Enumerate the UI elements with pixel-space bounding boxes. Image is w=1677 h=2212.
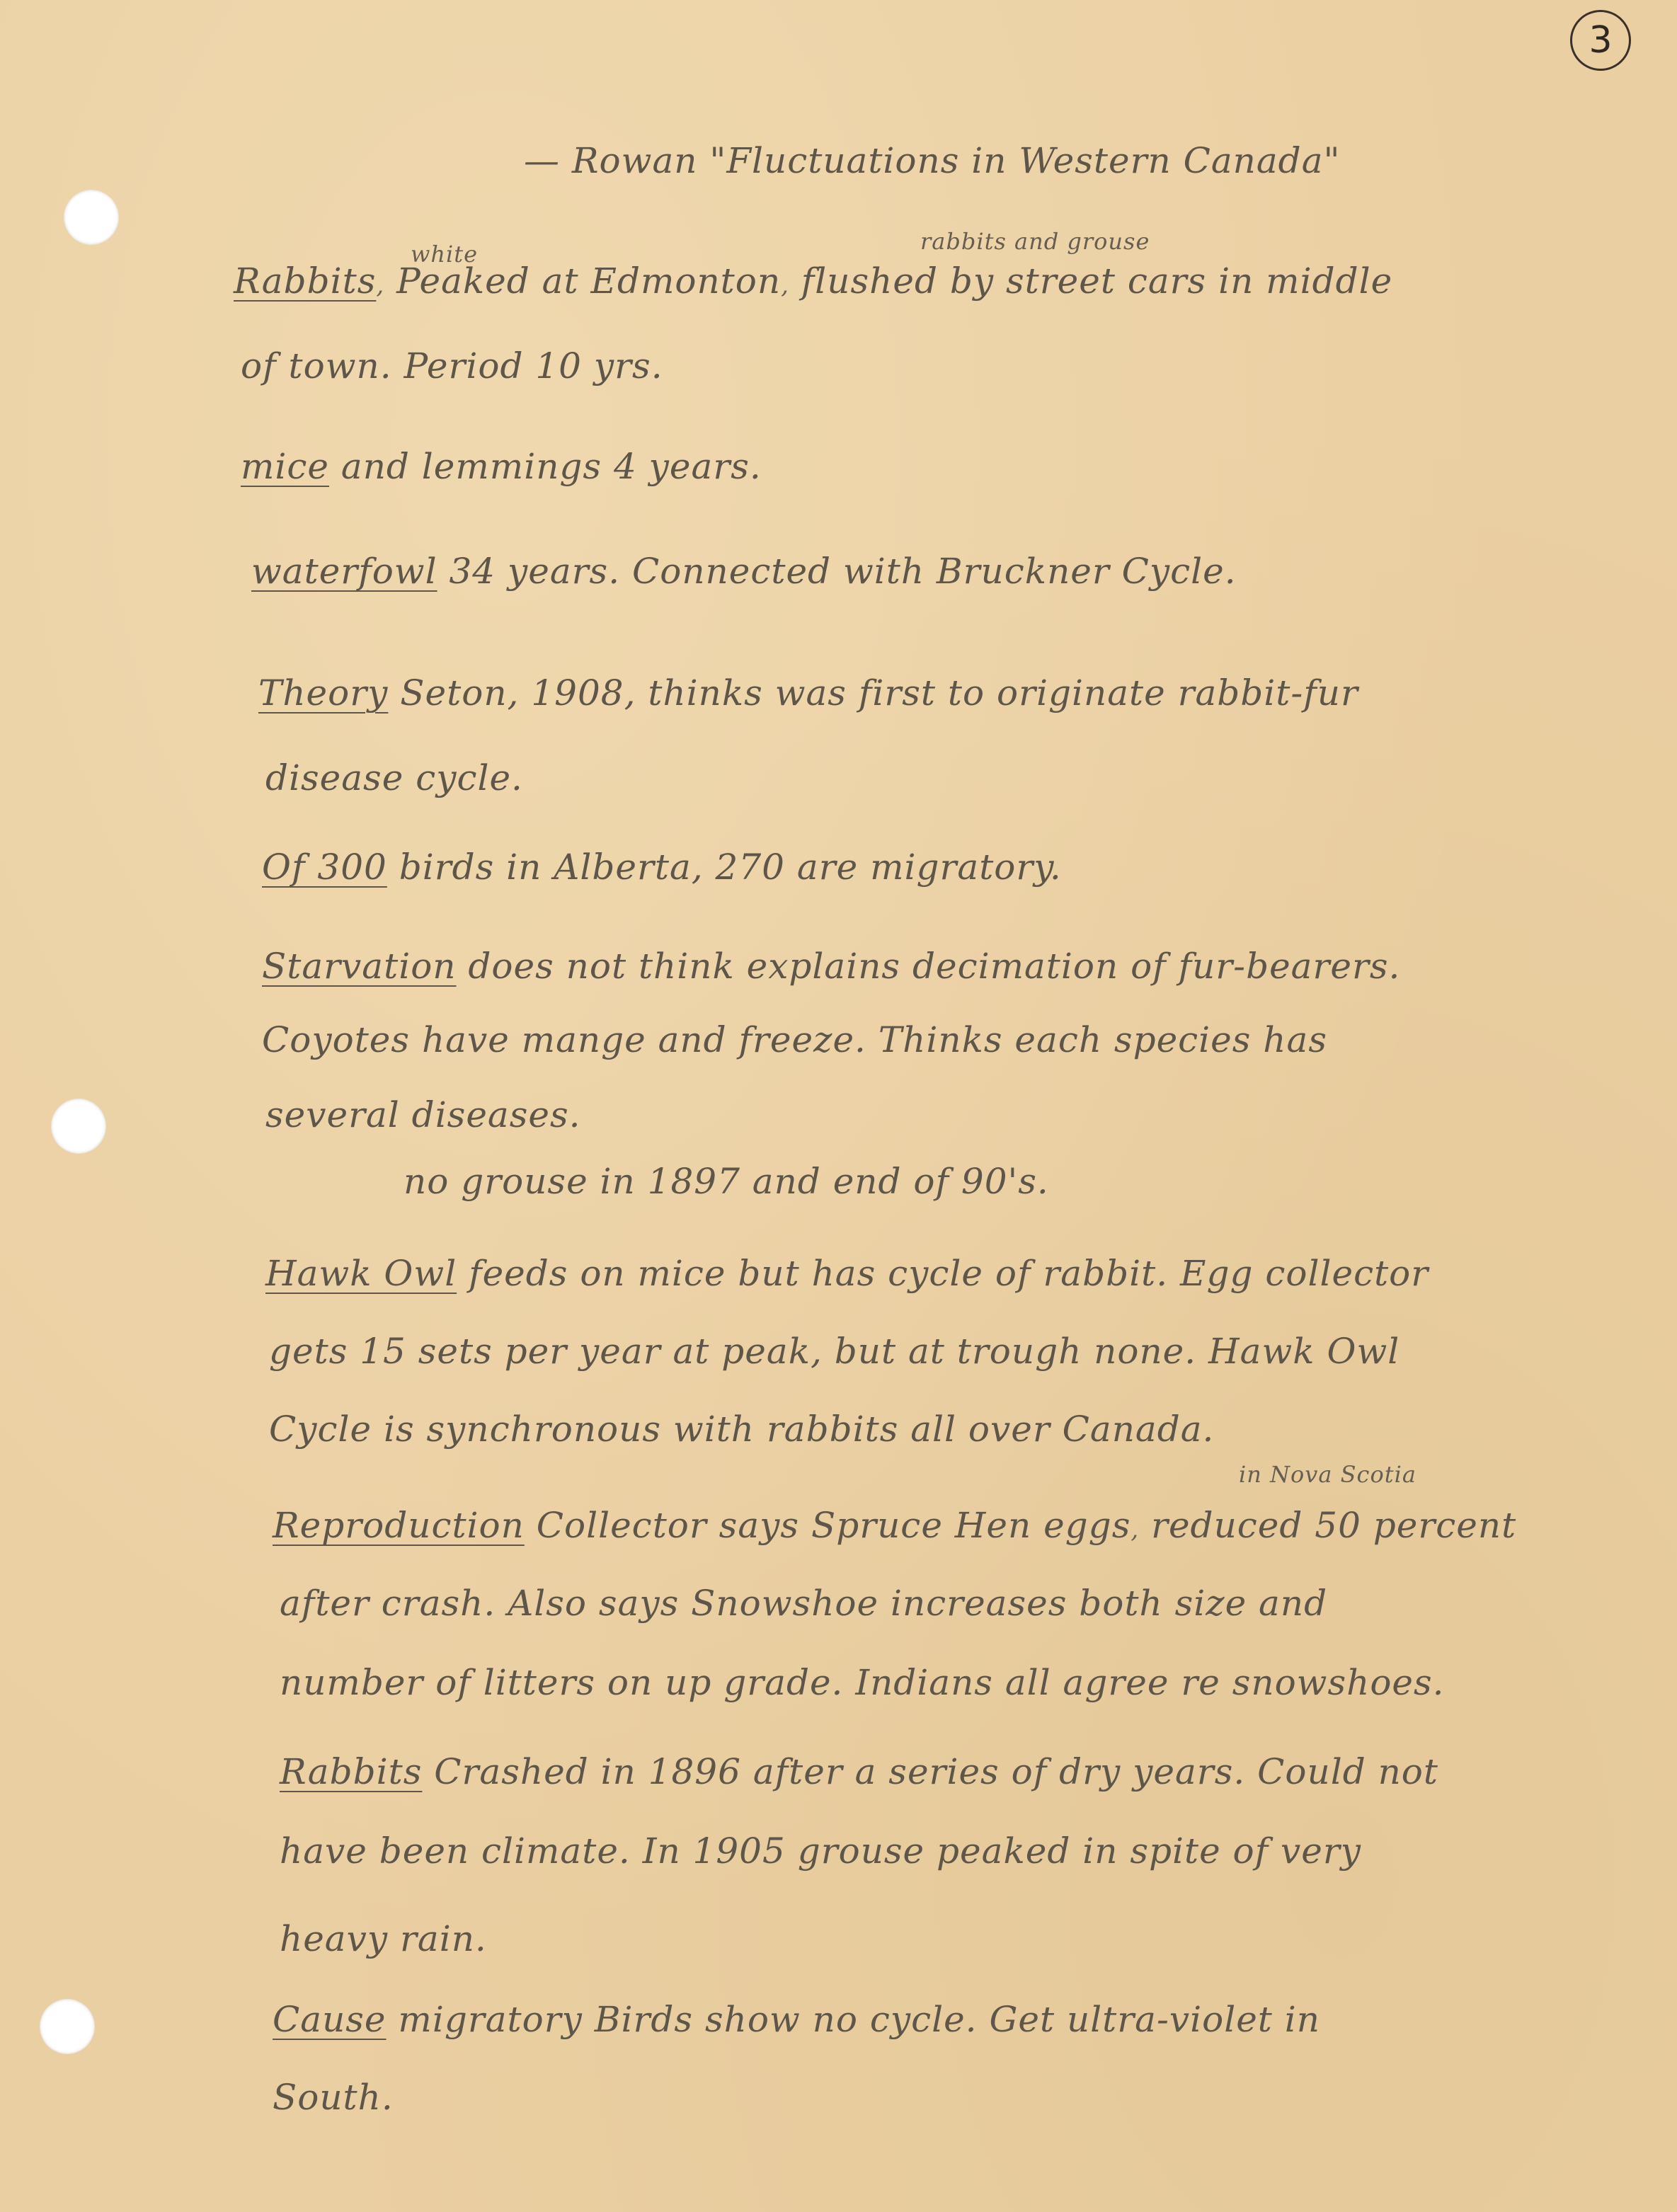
line-keyword: Rabbits — [280, 1751, 423, 1792]
page-title: — Rowan "Fluctuations in Western Canada" — [524, 140, 1341, 181]
note-line: Cycle is synchronous with rabbits all over Canada. — [269, 1409, 1215, 1450]
note-line — [273, 1505, 1516, 1546]
note-line — [262, 946, 1400, 987]
note-line — [273, 1999, 1320, 2040]
insertion-note: white — [411, 241, 479, 268]
line-keyword: Reproduction — [273, 1505, 525, 1546]
note-line: Coyotes have mange and freeze. Thinks each species has — [262, 1019, 1327, 1060]
insertion-note: in Nova Scotia — [1239, 1461, 1416, 1488]
note-line — [241, 446, 762, 487]
note-line: no grouse in 1897 and end of 90's. — [403, 1161, 1049, 1202]
line-keyword: Starvation — [262, 946, 457, 987]
note-line: South. — [273, 2077, 394, 2118]
note-line: have been climate. In 1905 grouse peaked in spite of very — [280, 1830, 1362, 1872]
line-text: reduced 50 percent — [1139, 1505, 1517, 1546]
insertion-note: rabbits and grouse — [920, 228, 1150, 255]
line-keyword: Theory — [258, 672, 389, 714]
punch-hole-bottom — [40, 1999, 95, 2054]
line-text: Collector says Spruce Hen eggs — [524, 1505, 1131, 1546]
insertion-caret: , — [1131, 1515, 1140, 1544]
note-line — [234, 260, 1392, 302]
line-text: Seton, 1908, thinks was first to originate rabbit-fur — [388, 672, 1358, 714]
insertion-caret: , — [376, 271, 385, 299]
line-text: birds in Alberta, 270 are migratory. — [387, 847, 1062, 888]
line-keyword: Cause — [273, 1999, 387, 2040]
line-text: feeds on mice but has cycle of rabbit. Egg collector — [457, 1253, 1429, 1294]
line-text: and lemmings 4 years. — [329, 446, 762, 487]
note-line: heavy rain. — [280, 1918, 487, 1959]
line-keyword: Rabbits — [234, 260, 377, 302]
note-line — [258, 672, 1358, 714]
note-line — [251, 551, 1237, 592]
note-line — [262, 847, 1062, 888]
line-text: Peaked at Edmonton — [384, 260, 782, 302]
line-text: flushed by street cars in middle — [789, 260, 1393, 302]
line-keyword: Hawk Owl — [265, 1253, 457, 1294]
note-line: of town. Period 10 yrs. — [241, 345, 663, 386]
note-line — [265, 1253, 1429, 1294]
note-line: gets 15 sets per year at peak, but at trough none. Hawk Owl — [269, 1331, 1400, 1372]
line-keyword: Of 300 — [262, 847, 387, 888]
line-keyword: waterfowl — [251, 551, 437, 592]
line-text: migratory Birds show no cycle. Get ultra-violet in — [386, 1999, 1320, 2040]
note-line: after crash. Also says Snowshoe increases both size and — [280, 1583, 1328, 1624]
punch-hole-top — [64, 190, 119, 245]
note-line: disease cycle. — [265, 757, 523, 798]
page-number: 3 — [1570, 10, 1631, 71]
punch-hole-middle — [51, 1099, 106, 1154]
note-line: several diseases. — [265, 1094, 581, 1135]
line-text: does not think explains decimation of fur-bearers. — [456, 946, 1401, 987]
line-keyword: mice — [241, 446, 329, 487]
insertion-caret: , — [781, 271, 789, 299]
line-text: Crashed in 1896 after a series of dry years. Could not — [422, 1751, 1438, 1792]
note-line — [280, 1751, 1438, 1792]
note-line: number of litters on up grade. Indians all agree re snowshoes. — [280, 1662, 1445, 1703]
line-text: 34 years. Connected with Bruckner Cycle. — [437, 551, 1237, 592]
